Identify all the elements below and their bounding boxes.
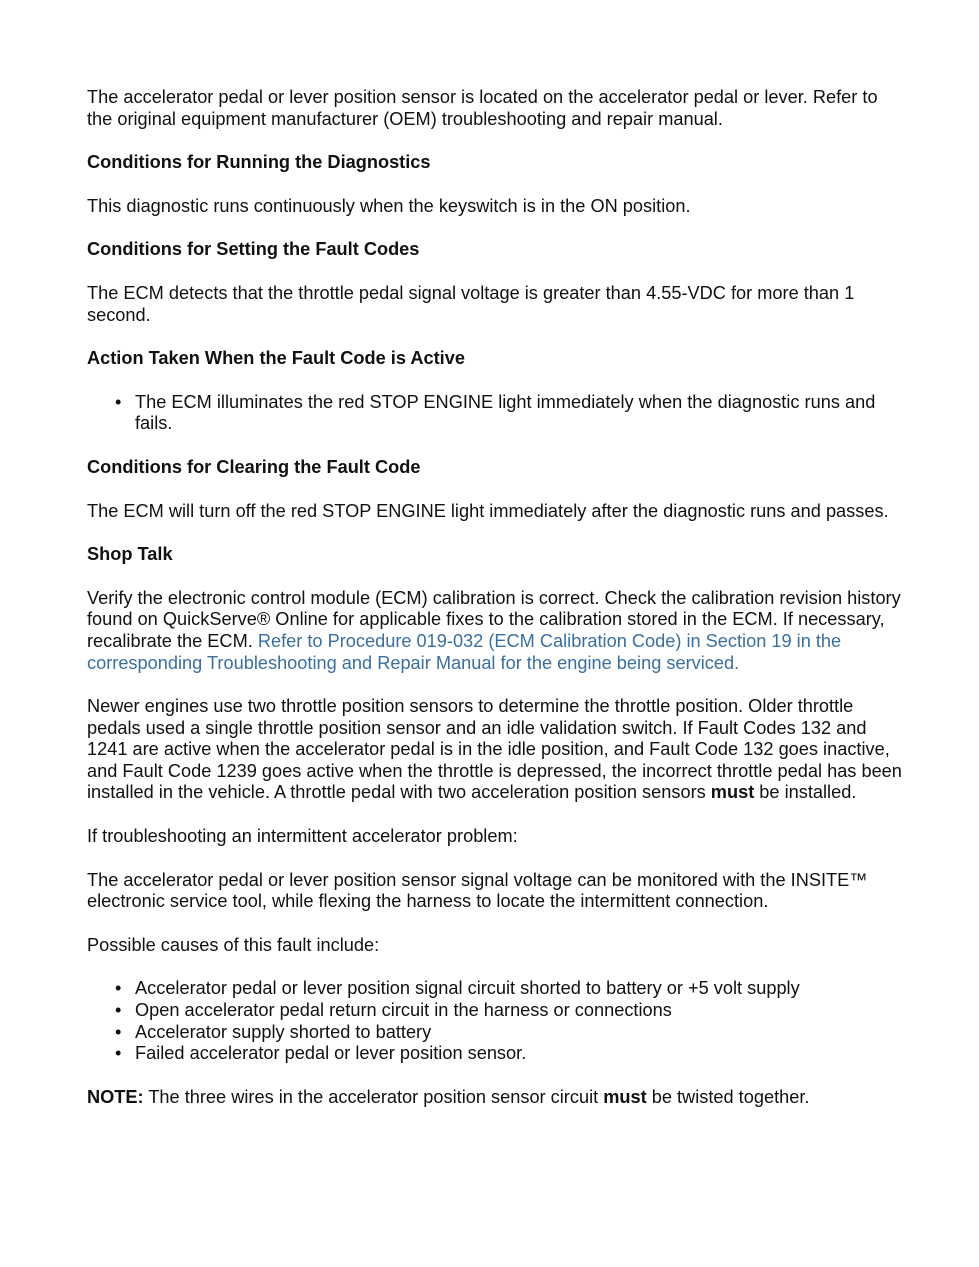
- list-item: • Accelerator pedal or lever position signal circuit shorted to battery or +5 volt supply: [115, 978, 800, 999]
- bullet-icon: •: [115, 1021, 122, 1042]
- shop-talk-paragraph-4: The accelerator pedal or lever position sensor signal voltage can be monitored with the INSITE™ electronic service tool, while flexing the harness to locate the intermittent connection.: [87, 869, 868, 912]
- setting-text: The ECM detects that the throttle pedal signal voltage is greater than 4.55-VDC for more than 1 second.: [87, 282, 855, 325]
- shop-talk-paragraph-5: Possible causes of this fault include:: [87, 934, 380, 955]
- shop-talk-heading: Shop Talk: [87, 544, 173, 565]
- list-item: • Failed accelerator pedal or lever position sensor.: [115, 1043, 527, 1064]
- running-heading: Conditions for Running the Diagnostics: [87, 152, 431, 173]
- bullet-icon: •: [115, 1000, 122, 1021]
- action-list: [87, 392, 907, 435]
- list-item: • The ECM illuminates the red STOP ENGINE light immediately when the diagnostic runs and fails.: [115, 391, 876, 434]
- intro-paragraph: The accelerator pedal or lever position sensor is located on the accelerator pedal or lever. Refer to the original equipment manufacturer (OEM) troubleshooting and repair manual.: [87, 87, 878, 129]
- document-page: [87, 87, 907, 1130]
- shop-talk-paragraph-3: If troubleshooting an intermittent accelerator problem:: [87, 826, 518, 847]
- action-heading: Action Taken When the Fault Code is Active: [87, 348, 465, 369]
- running-text: This diagnostic runs continuously when the keyswitch is in the ON position.: [87, 195, 691, 216]
- setting-heading: Conditions for Setting the Fault Codes: [87, 239, 420, 260]
- causes-list: [87, 978, 907, 1064]
- list-item: • Open accelerator pedal return circuit in the harness or connections: [115, 1000, 672, 1021]
- bullet-icon: •: [115, 978, 122, 999]
- shop-talk-paragraph-2: Newer engines use two throttle position sensors to determine the throttle position. Older throttle pedals used a single throttle position sensor and an idle validation switch. If Fault Codes 132 and 1241 are active when the accelerator pedal is in the idle position, and Fault Code 132 goes inactive, and Fault Code 1239 goes active when the throttle is depressed, the incorrect throttle pedal has been installed in the vehicle. A throttle pedal with two acceleration position sensors must be installed.: [87, 696, 902, 803]
- note-paragraph: NOTE: The three wires in the accelerator position sensor circuit must be twisted together.: [87, 1086, 810, 1107]
- clearing-text: The ECM will turn off the red STOP ENGINE light immediately after the diagnostic runs and passes.: [87, 500, 889, 521]
- shop-talk-paragraph-1: Verify the electronic control module (ECM) calibration is correct. Check the calibration revision history found on QuickServe® Online for applicable fixes to the calibration stored in the ECM. If necessary, recalibrate the ECM. Refer to Procedure 019-032 (ECM Calibration Code) in Section 19 in the corresponding Troubleshooting and Repair Manual for the engine being serviced.: [87, 587, 901, 673]
- bullet-icon: •: [115, 1043, 122, 1064]
- list-item: • Accelerator supply shorted to battery: [115, 1021, 432, 1042]
- bullet-icon: •: [115, 391, 122, 412]
- procedure-link[interactable]: Refer to Procedure 019-032 (ECM Calibration Code) in Section 19 in the corresponding Troubleshooting and Repair Manual for the engine being serviced.: [87, 630, 842, 673]
- note-label: NOTE:: [87, 1086, 144, 1107]
- clearing-heading: Conditions for Clearing the Fault Code: [87, 456, 421, 477]
